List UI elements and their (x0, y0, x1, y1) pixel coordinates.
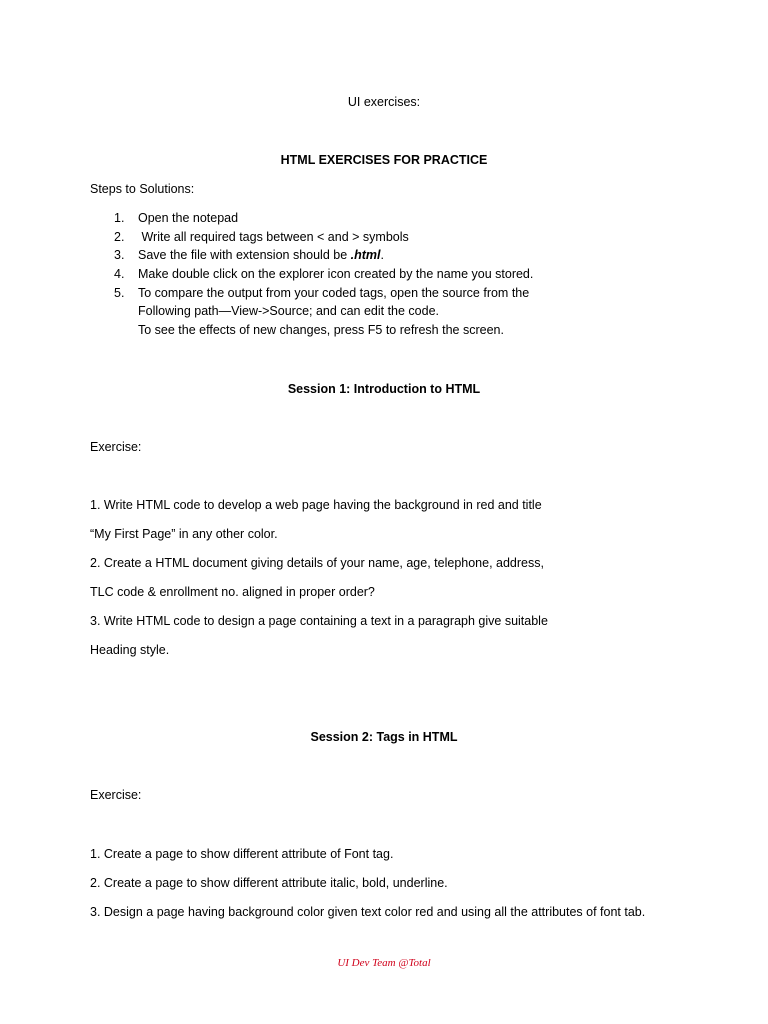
step-text: Write all required tags between < and > symbols (138, 230, 409, 244)
exercise-line: TLC code & enrollment no. aligned in proper order? (90, 585, 375, 599)
step-text-after: . (380, 248, 384, 262)
step-text: Open the notepad (138, 211, 239, 225)
document-heading: UI exercises: (347, 95, 421, 109)
step-continuation: To see the effects of new changes, press F5 to refresh the screen. (138, 323, 504, 337)
session-title: Session 2: Tags in HTML (310, 730, 458, 744)
step-number: 4. (114, 267, 125, 281)
step-number: 3. (114, 248, 125, 262)
exercise-line: 1. Write HTML code to develop a web page having the background in red and title (90, 498, 542, 512)
session-title: Session 1: Introduction to HTML (287, 382, 481, 396)
steps-heading: Steps to Solutions: (90, 182, 195, 196)
exercise-line: 1. Create a page to show different attribute of Font tag. (90, 847, 394, 861)
step-text: To compare the output from your coded tags, open the source from the (138, 286, 530, 300)
step-text (138, 247, 384, 263)
step-number: 5. (114, 286, 125, 300)
exercise-line: 2. Create a HTML document giving details of your name, age, telephone, address, (90, 556, 544, 570)
exercise-line: Heading style. (90, 643, 170, 657)
document-title: HTML EXERCISES FOR PRACTICE (280, 153, 488, 167)
exercise-label: Exercise: (90, 440, 142, 454)
exercise-line: 3. Write HTML code to design a page containing a text in a paragraph give suitable (90, 614, 548, 628)
step-continuation: Following path—View->Source; and can edit the code. (138, 304, 439, 318)
exercise-line: 2. Create a page to show different attribute italic, bold, underline. (90, 876, 448, 890)
step-number: 2. (114, 230, 125, 244)
step-text-before: Save the file with extension should be (138, 248, 351, 262)
exercise-line: 3. Design a page having background color given text color red and using all the attributes of font tab. (90, 905, 646, 919)
step-text-extension: .html (350, 248, 381, 262)
step-text: Make double click on the explorer icon created by the name you stored. (138, 267, 534, 281)
exercise-line: “My First Page” in any other color. (90, 527, 278, 541)
page-footer: UI Dev Team @Total (337, 957, 431, 969)
step-number: 1. (114, 211, 125, 225)
exercise-label: Exercise: (90, 788, 142, 802)
